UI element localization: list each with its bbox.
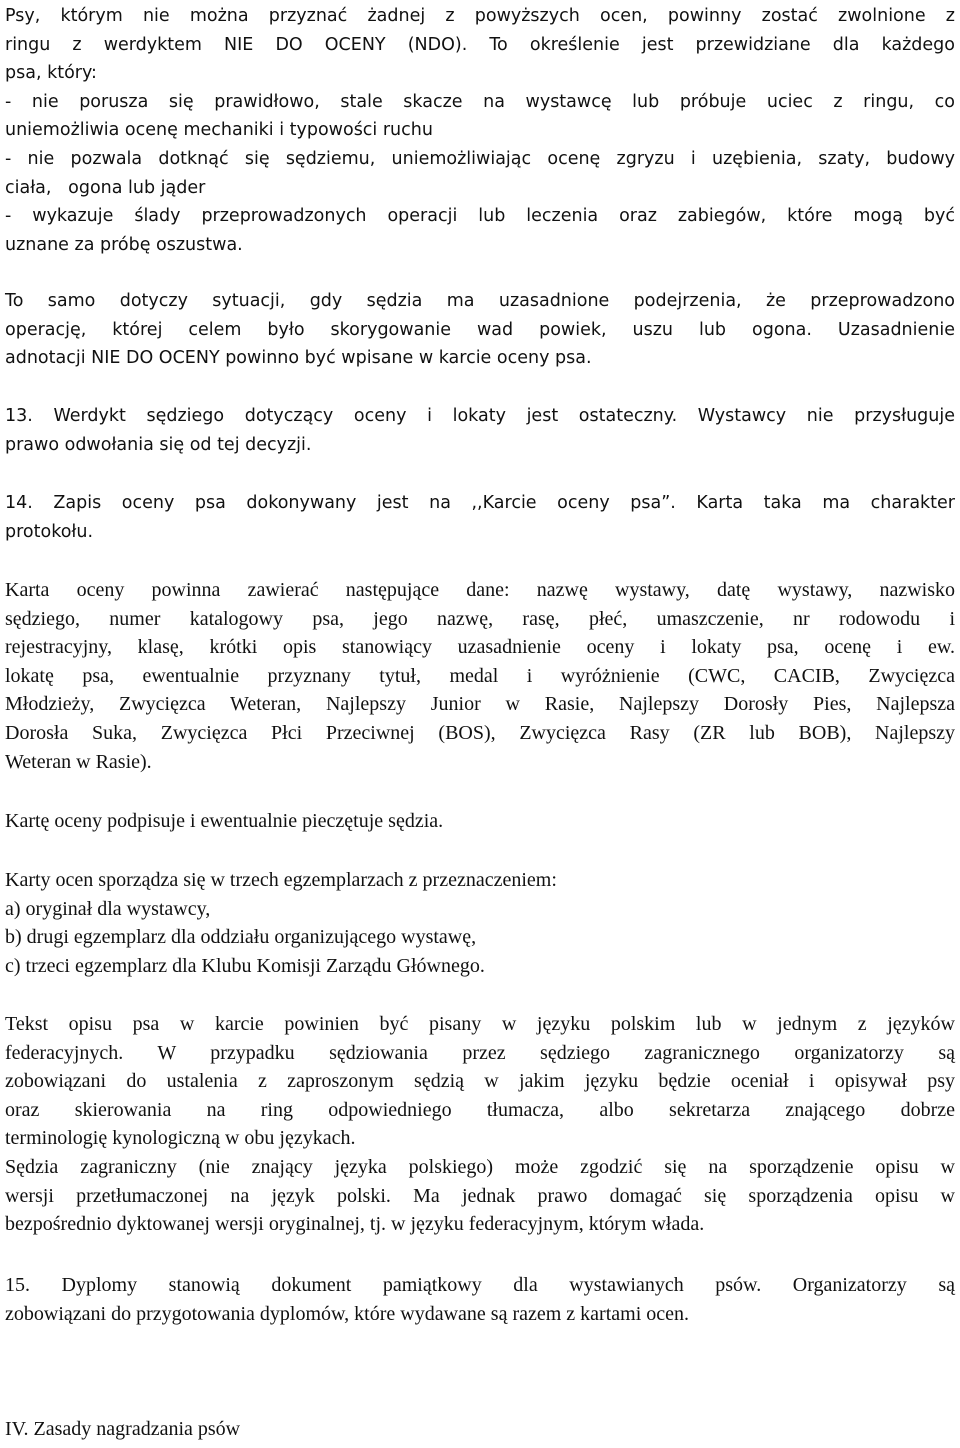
text-line: prawo odwołania się od tej decyzji.: [5, 434, 312, 455]
text-line: Tekst opisu psa w karcie powinien być pisany w języku polskim lub w jednym z języków: [5, 1013, 955, 1035]
text-line: 13. Werdykt sędziego dotyczący oceny i lokaty jest ostateczny. Wystawcy nie przysługuje: [5, 406, 955, 426]
text-line: adnotacji NIE DO OCENY powinno być wpisane w karcie oceny psa.: [5, 348, 592, 369]
text-line: Dorosła Suka, Zwycięzca Płci Przeciwnej (BOS), Zwycięzca Rasy (ZR lub BOB), Najlepszy: [5, 721, 955, 744]
text-line: Psy, którym nie można przyznać żadnej z powyższych ocen, powinny zostać zwolnione z: [5, 6, 955, 26]
text-line: Młodzieży, Zwycięzca Weteran, Najlepszy Junior w Rasie, Najlepszy Dorosły Pies, Najlepsza: [5, 693, 955, 716]
text-line: rejestracyjny, klasę, krótki opis stanowiący uzasadnienie oceny i lokaty psa, ocenę i ew.: [5, 636, 955, 659]
text-line: - nie porusza się prawidłowo, stale skacze na wystawcę lub próbuje uciec z ringu, co: [5, 91, 955, 112]
text-line: ringu z werdyktem NIE DO OCENY (NDO). To określenie jest przewidziane dla każdego: [5, 34, 955, 55]
text-line: 14. Zapis oceny psa dokonywany jest na ,,Karcie oceny psa”. Karta taka ma charakter: [5, 493, 955, 513]
text-line: psa, który:: [5, 63, 97, 84]
list-item: a) oryginał dla wystawcy,: [5, 897, 211, 920]
text-line: 15. Dyplomy stanowią dokument pamiątkowy dla wystawianych psów. Organizatorzy są: [5, 1274, 955, 1296]
section-heading: [5, 1415, 955, 1444]
list-item: c) trzeci egzemplarz dla Klubu Komisji Zarządu Głównego.: [5, 954, 485, 977]
copies-paragraph: [5, 866, 955, 980]
text-line: operację, której celem było skorygowanie wad powiek, uszu lub ogona. Uzasadnienie: [5, 319, 955, 340]
text-line: bezpośrednio dyktowanej wersji oryginalnej, tj. w języku federacyjnym, którym włada.: [5, 1213, 705, 1236]
text-line: To samo dotyczy sytuacji, gdy sędzia ma uzasadnione podejrzenia, że przeprowadzono: [5, 291, 955, 311]
text-line: Weteran w Rasie).: [5, 750, 152, 773]
section-heading-text: IV. Zasady nagradzania psów: [5, 1418, 241, 1440]
text-line: - wykazuje ślady przeprowadzonych operacji lub leczenia oraz zabiegów, które mogą być: [5, 206, 955, 227]
list-item: b) drugi egzemplarz dla oddziału organizującego wystawę,: [5, 926, 477, 949]
text-line: sędziego, numer katalogowy psa, jego nazwę, rasę, płeć, umaszczenie, nr rodowodu i: [5, 607, 955, 630]
intro-paragraph: [5, 2, 955, 259]
text-line: Karty ocen sporządza się w trzech egzemplarzach z przeznaczeniem:: [5, 869, 557, 891]
text-line: Sędzia zagraniczny (nie znający języka polskiego) może zgodzić się na sporządzenie opisu w: [5, 1155, 955, 1178]
text-line: - nie pozwala dotknąć się sędziemu, uniemożliwiając ocenę zgryzu i uzębienia, szaty, budowy: [5, 148, 955, 169]
text-line: wersji przetłumaczonej na język polski. Ma jednak prawo domagać się sporządzenia opisu w: [5, 1184, 955, 1207]
item-14-paragraph: [5, 489, 955, 546]
text-line: lokatę psa, ewentualnie przyznany tytuł, medal i wyróżnienie (CWC, CACIB, Zwycięzca: [5, 664, 955, 687]
paragraph-same-applies: [5, 287, 955, 373]
text-line: Karta oceny powinna zawierać następujące dane: nazwę wystawy, datę wystawy, nazwisko: [5, 579, 955, 601]
card-contents-paragraph: [5, 576, 955, 776]
text-line: protokołu.: [5, 521, 94, 542]
text-line: terminologię kynologiczną w obu językach.: [5, 1127, 356, 1150]
item-15-paragraph: [5, 1271, 955, 1328]
item-13-paragraph: [5, 402, 955, 459]
card-signed-paragraph: [5, 807, 955, 836]
text-line: uznane za próbę oszustwa.: [5, 234, 243, 255]
text-line: oraz skierowania na ring odpowiedniego tłumacza, albo sekretarza znającego dobrze: [5, 1098, 955, 1121]
text-line: Kartę oceny podpisuje i ewentualnie pieczętuje sędzia.: [5, 810, 444, 832]
text-line: zobowiązani do ustalenia z zaproszonym sędzią w jakim języku będzie oceniał i opisywał psy: [5, 1070, 955, 1093]
text-line: zobowiązani do przygotowania dyplomów, które wydawane są razem z kartami ocen.: [5, 1302, 690, 1325]
text-line: ciała, ogona lub jąder: [5, 177, 206, 198]
text-line: uniemożliwia ocenę mechaniki i typowości ruchu: [5, 120, 433, 141]
text-line: federacyjnych. W przypadku sędziowania przez sędziego zagranicznego organizatorzy są: [5, 1041, 955, 1064]
language-paragraph: [5, 1010, 955, 1239]
